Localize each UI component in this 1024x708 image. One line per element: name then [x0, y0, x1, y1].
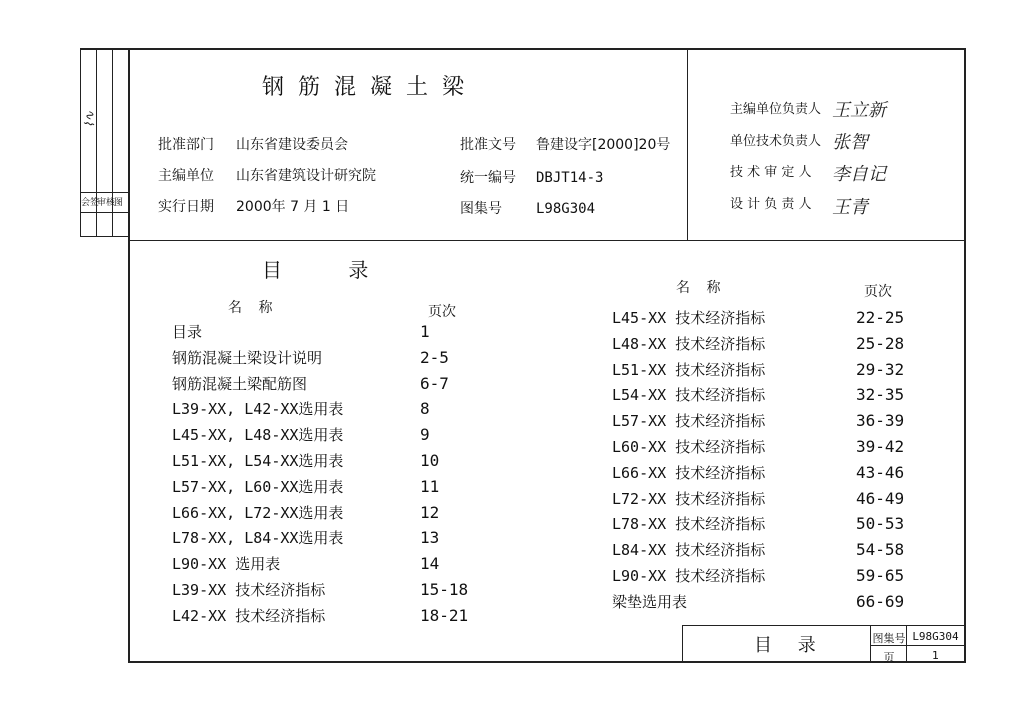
- field-label: 统一编号: [460, 170, 516, 186]
- role-label: 主编单位负责人: [730, 102, 822, 117]
- toc-item-name: L51-XX, L54-XX选用表: [172, 452, 344, 470]
- margin-signature: ⌇∿: [83, 110, 99, 129]
- tb-div: [870, 625, 871, 663]
- toc-item-name: L39-XX 技术经济指标: [172, 581, 326, 599]
- toc-item-page: 43-46: [856, 462, 905, 482]
- toc-item-name: L45-XX 技术经济指标: [612, 309, 766, 327]
- toc-item-page: 66-69: [856, 591, 905, 611]
- tb-top: [682, 625, 965, 626]
- toc-item-name: L78-XX, L84-XX选用表: [172, 529, 344, 548]
- toc-item-name: 钢筋混凝土梁配筋图: [172, 374, 308, 393]
- toc-item-name: L78-XX 技术经济指标: [612, 515, 766, 534]
- signature: 张智: [832, 132, 868, 153]
- toc-item-name: L51-XX 技术经济指标: [612, 360, 766, 379]
- margin-cell-line: [80, 212, 130, 213]
- tb-left: [682, 625, 683, 663]
- signature: 王立新: [832, 100, 886, 121]
- role-label: 单位技术负责人: [730, 134, 822, 149]
- margin-cell-label: 审核: [97, 198, 116, 208]
- field-value: L98G304: [536, 201, 596, 217]
- field-value: 山东省建设委员会: [236, 137, 348, 153]
- toc-item-page: 8: [420, 399, 430, 419]
- toc-item-page: 22-25: [856, 308, 905, 327]
- toc-item-name: L90-XX 选用表: [172, 555, 281, 574]
- tb-page-value: 1: [932, 649, 939, 662]
- toc-item-name: L45-XX, L48-XX选用表: [172, 426, 344, 445]
- toc-item-name: L39-XX, L42-XX选用表: [172, 400, 344, 419]
- field-label: 批准部门: [158, 137, 214, 153]
- toc-item-name: L66-XX 技术经济指标: [612, 463, 766, 482]
- field-label: 图集号: [460, 201, 502, 217]
- frame-left-main: [128, 48, 130, 663]
- toc-item-name: 目录: [172, 323, 203, 341]
- toc-item-name: L72-XX 技术经济指标: [612, 489, 766, 508]
- tb-page-label: 页: [883, 651, 895, 664]
- toc-item-page: 36-39: [856, 411, 905, 431]
- toc-item-name: L60-XX 技术经济指标: [612, 438, 766, 456]
- toc-item-page: 11: [420, 476, 440, 496]
- signature: 王青: [832, 197, 868, 218]
- toc-item-name: L57-XX 技术经济指标: [612, 412, 766, 431]
- toc-item-name: 梁垫选用表: [612, 592, 688, 611]
- margin-cell-label: 会签: [81, 198, 100, 208]
- toc-item-page: 9: [420, 425, 430, 445]
- field-value: 2000年 7 月 1 日: [236, 199, 350, 215]
- signature: 李自记: [832, 164, 886, 185]
- header-divider: [687, 48, 688, 241]
- field-label: 批准文号: [460, 137, 516, 153]
- toc-item-page: 2-5: [420, 347, 449, 367]
- margin-bottom: [80, 236, 130, 237]
- toc-item-page: 32-35: [856, 385, 905, 405]
- frame-bottom: [128, 661, 966, 663]
- field-label: 实行日期: [158, 199, 214, 215]
- toc-item-page: 14: [420, 554, 440, 574]
- toc-item-page: 18-21: [420, 605, 469, 625]
- toc-item-page: 39-42: [856, 437, 905, 456]
- field-value: 鲁建设字[2000]20号: [536, 137, 671, 153]
- frame-right: [964, 48, 966, 663]
- toc-item-name: L42-XX 技术经济指标: [172, 606, 326, 625]
- toc-item-name: L54-XX 技术经济指标: [612, 386, 766, 405]
- toc-item-page: 1: [420, 322, 430, 341]
- toc-col-name: 名 称: [676, 280, 727, 296]
- role-label: 技 术 审 定 人: [730, 165, 812, 180]
- toc-item-name: L90-XX 技术经济指标: [612, 567, 766, 585]
- field-value: DBJT14-3: [536, 170, 604, 186]
- toc-col-name: 名 称: [228, 300, 279, 316]
- toc-col-page: 页次: [428, 304, 456, 320]
- toc-item-page: 25-28: [856, 333, 905, 353]
- toc-item-page: 46-49: [856, 488, 905, 508]
- toc-item-name: L57-XX, L60-XX选用表: [172, 477, 344, 496]
- toc-item-name: L84-XX 技术经济指标: [612, 541, 766, 560]
- margin-cell-label: 图: [114, 198, 124, 208]
- toc-item-page: 13: [420, 528, 440, 548]
- toc-item-page: 6-7: [420, 373, 449, 393]
- toc-heading: 目 录: [262, 258, 399, 282]
- tb-atlas-label: 图集号: [872, 632, 906, 645]
- field-value: 山东省建筑设计研究院: [236, 168, 376, 184]
- field-label: 主编单位: [158, 168, 214, 184]
- toc-col-page: 页次: [864, 284, 892, 300]
- header-bottom-line: [128, 240, 966, 241]
- toc-item-name: L66-XX, L72-XX选用表: [172, 503, 344, 522]
- toc-item-page: 50-53: [856, 514, 905, 534]
- toc-item-name: 钢筋混凝土梁设计说明: [172, 348, 323, 367]
- toc-item-page: 29-32: [856, 359, 905, 379]
- tb-name: 目 录: [754, 635, 826, 656]
- frame-top: [80, 48, 965, 50]
- toc-item-page: 12: [420, 502, 440, 522]
- role-label: 设 计 负 责 人: [730, 197, 812, 212]
- toc-item-name: L48-XX 技术经济指标: [612, 334, 766, 353]
- tb-atlas-value: L98G304: [912, 630, 959, 643]
- toc-item-page: 15-18: [420, 580, 469, 599]
- page-title: 钢筋混凝土梁: [262, 75, 479, 100]
- toc-item-page: 59-65: [856, 566, 905, 585]
- toc-item-page: 54-58: [856, 540, 905, 560]
- toc-item-page: 10: [420, 451, 440, 470]
- margin-cell-line: [80, 192, 130, 193]
